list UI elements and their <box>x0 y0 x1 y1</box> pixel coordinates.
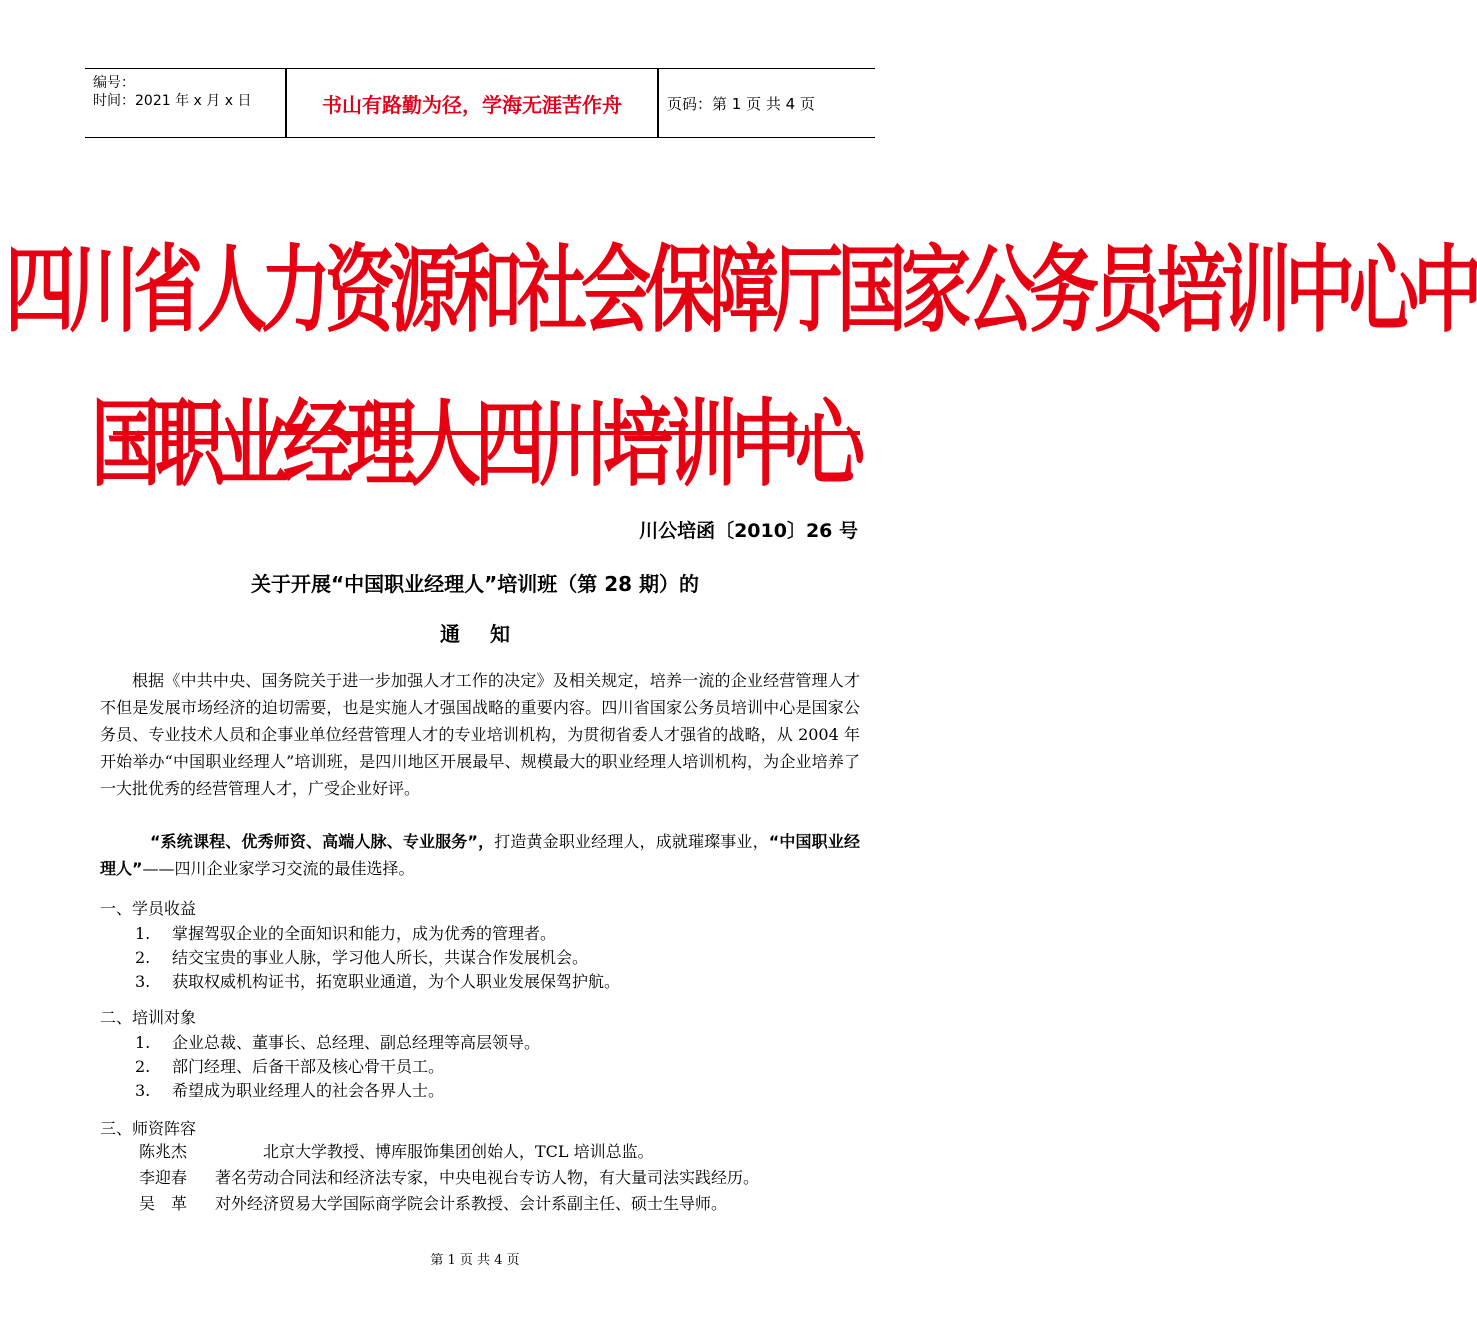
intro-paragraph: 根据《中共中央、国务院关于进一步加强人才工作的决定》及相关规定，培养一流的企业经营管理人才不但是发展市场经济的迫切需要，也是实施人才强国战略的重要内容。四川省国家公务员培训中心是国家公务员、专业技术人员和企事业单位经营管理人才的专业培训机构，为贯彻省委人才强省的战略，从 2004 年开始举办“中国职业经理人”培训班，是四川地区开展最早、规模最大的职业经理人培训机构，为企业培养了一大批优秀的经营管理人才，广受企业好评。 <box>100 671 860 798</box>
list-item <box>135 1054 444 1077</box>
faculty-name: 李迎春 <box>139 1168 188 1187</box>
header-page-label: 页码：第 1 页 共 4 页 <box>667 94 815 113</box>
item-number: 3. <box>135 972 151 991</box>
list-item <box>135 1030 540 1053</box>
header-table <box>85 68 875 138</box>
document-number: 川公培函〔2010〕26 号 <box>639 520 858 542</box>
notice-subtitle: 通知 <box>440 622 540 646</box>
list-item <box>135 969 620 992</box>
faculty-name: 陈兆杰 <box>139 1142 188 1161</box>
slogan-end: ——四川企业家学习交流的最佳选择。 <box>142 859 415 878</box>
section-heading: 一、学员收益 <box>100 899 197 918</box>
section-heading: 二、培训对象 <box>100 1008 197 1027</box>
organization-line-2: 国职业经理人四川培训中心 <box>91 388 859 500</box>
faculty-row <box>139 1191 727 1214</box>
item-text: 希望成为职业经理人的社会各界人士。 <box>172 1081 445 1100</box>
section-heading: 三、师资阵容 <box>100 1119 197 1138</box>
item-number: 2. <box>135 948 151 967</box>
faculty-row <box>139 1165 759 1188</box>
list-item <box>135 1078 444 1101</box>
item-text: 结交宝贵的事业人脉，学习他人所长，共谋合作发展机会。 <box>172 948 589 967</box>
faculty-desc: 著名劳动合同法和经济法专家，中央电视台专访人物，有大量司法实践经历。 <box>215 1168 760 1187</box>
slogan-text: 打造黄金职业经理人，成就璀璨事业， <box>494 832 769 851</box>
header-divider <box>657 69 659 137</box>
header-meta <box>85 69 285 137</box>
list-item <box>135 921 556 944</box>
header-motto: 书山有路勤为径，学海无涯苦作舟 <box>322 92 622 117</box>
faculty-desc: 对外经济贸易大学国际商学院会计系教授、会计系副主任、硕士生导师。 <box>215 1194 728 1213</box>
notice-title: 关于开展“中国职业经理人”培训班（第 28 期）的 <box>250 572 700 596</box>
slogan-bold: “系统课程、优秀师资、高端人脉、专业服务”， <box>150 832 495 851</box>
time-label: 时间：2021 年 x 月 x 日 <box>93 93 252 109</box>
slogan-paragraph <box>100 828 860 882</box>
item-text: 获取权威机构证书，拓宽职业通道，为个人职业发展保驾护航。 <box>172 972 621 991</box>
item-number: 1. <box>135 924 151 943</box>
item-number: 2. <box>135 1057 151 1076</box>
item-text: 企业总裁、董事长、总经理、副总经理等高层领导。 <box>172 1033 541 1052</box>
number-label: 编号： <box>93 75 135 91</box>
page-footer: 第 1 页 共 4 页 <box>430 1253 520 1268</box>
item-text: 掌握驾驭企业的全面知识和能力，成为优秀的管理者。 <box>172 924 557 943</box>
item-number: 1. <box>135 1033 151 1052</box>
item-text: 部门经理、后备干部及核心骨干员工。 <box>172 1057 445 1076</box>
faculty-row <box>139 1139 654 1162</box>
organization-line-1: 四川省人力资源和社会保障厅国家公务员培训中心中 <box>5 234 1477 346</box>
slogan-bold-2: “中国职业经理人” <box>100 832 860 878</box>
item-number: 3. <box>135 1081 151 1100</box>
list-item <box>135 945 588 968</box>
faculty-desc: 北京大学教授、博库服饰集团创始人，TCL 培训总监。 <box>263 1142 654 1161</box>
faculty-name: 吴 革 <box>139 1194 188 1213</box>
